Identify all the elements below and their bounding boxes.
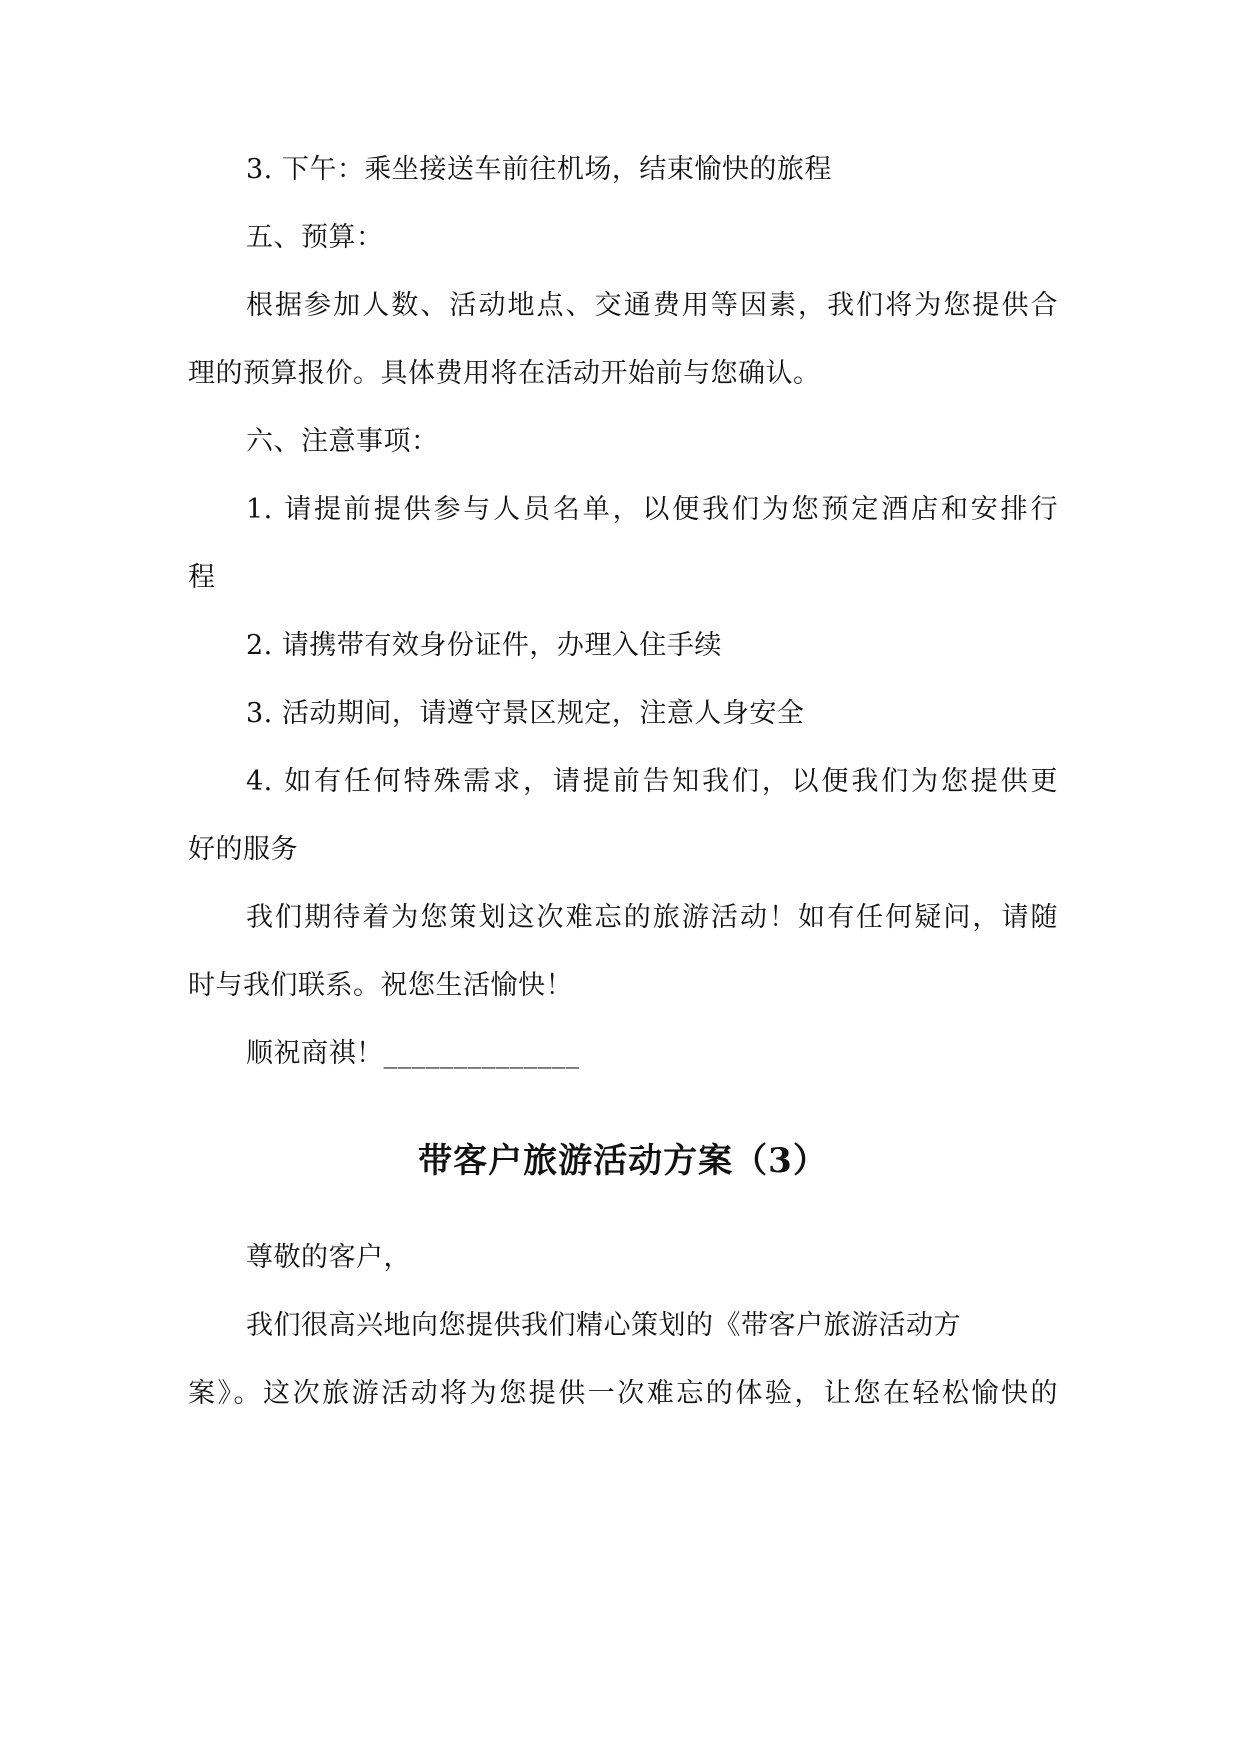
budget-paragraph-line-2: 理的预算报价。具体费用将在活动开始前与您确认。 [188,358,821,389]
intro-paragraph-line-1: 我们很高兴地向您提供我们精心策划的《带客户旅游活动方 [246,1310,961,1341]
note-item-4-line-2: 好的服务 [188,834,298,865]
section-title: 带客户旅游活动方案（3） [418,1141,828,1181]
closing-paragraph-line-2: 时与我们联系。祝您生活愉快！ [188,970,573,1001]
note-item-4-line-1: 4. 如有任何特殊需求，请提前告知我们，以便我们为您提供更 [246,766,1058,797]
salutation: 尊敬的客户， [246,1242,411,1273]
itinerary-item-afternoon: 3. 下午：乘坐接送车前往机场，结束愉快的旅程 [246,154,832,185]
budget-paragraph-line-1: 根据参加人数、活动地点、交通费用等因素，我们将为您提供合 [246,290,1058,321]
intro-paragraph-line-2: 案》。这次旅游活动将为您提供一次难忘的体验，让您在轻松愉快的 [188,1378,1058,1409]
note-item-2: 2. 请携带有效身份证件，办理入住手续 [246,630,722,661]
note-item-3: 3. 活动期间，请遵守景区规定，注意人身安全 [246,698,805,729]
closing-paragraph-line-1: 我们期待着为您策划这次难忘的旅游活动！如有任何疑问，请随 [246,902,1058,933]
note-item-1-line-2: 程 [188,562,216,593]
section-heading-notes: 六、注意事项： [246,426,439,457]
note-item-1-line-1: 1. 请提前提供参与人员名单，以便我们为您预定酒店和安排行 [246,494,1058,525]
sign-off-line: 顺祝商祺！______________ [246,1038,580,1069]
section-heading-budget: 五、预算： [246,222,384,253]
